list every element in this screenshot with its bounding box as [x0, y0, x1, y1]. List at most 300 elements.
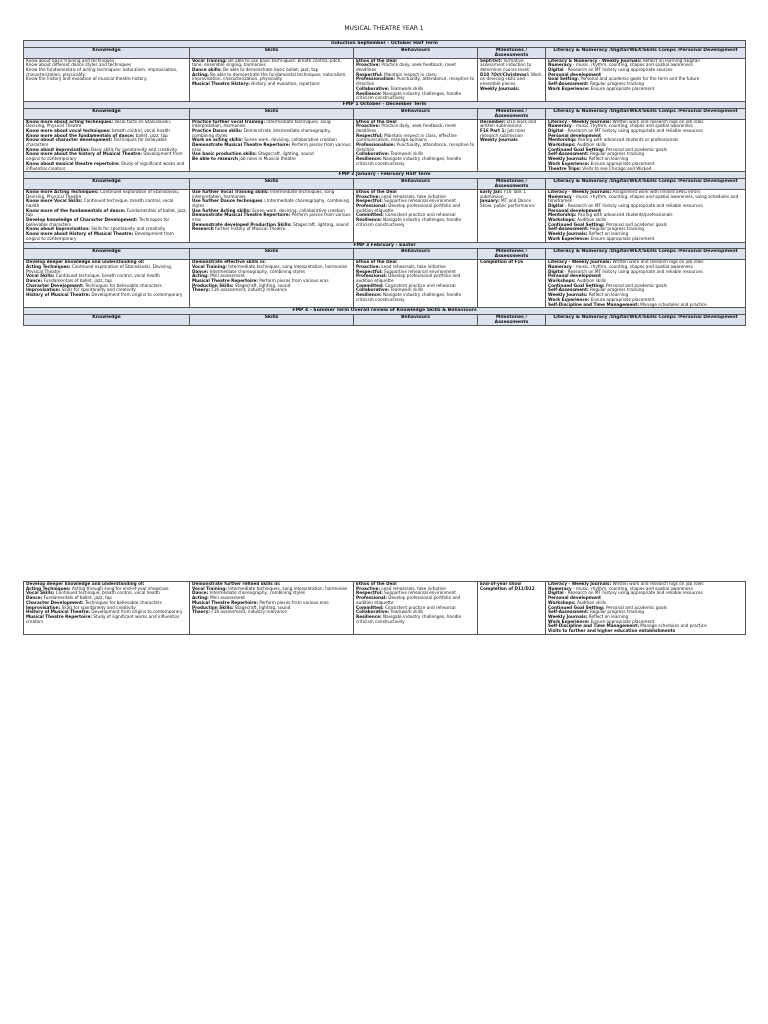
skills-cell — [190, 119, 354, 172]
line-label: Develop knowledge of Character Development: — [26, 217, 138, 223]
milestones-cell — [478, 582, 546, 635]
line-text: Audition skills — [575, 599, 607, 605]
column-header-row — [24, 249, 746, 260]
line-label: Know more Vocal Skills: — [26, 198, 83, 204]
line-label: Numeracy — [548, 585, 572, 591]
line-label: Know about character development: — [26, 137, 113, 143]
line-text: Scene work, devising, collaborative creation — [242, 137, 337, 143]
line-text: Regular progress tracking — [588, 81, 644, 87]
line-text: - Research on MT history using appropriate sources — [563, 67, 673, 72]
line-text: Continued technique, breath control, vocal health — [54, 590, 160, 596]
line-label: Demonstrate further refined skills in: — [192, 581, 281, 586]
line-label: Resilience: — [356, 613, 382, 619]
line-label: Use further Dance techniques : — [192, 198, 266, 204]
line-text: Manage schedules and practice — [638, 623, 707, 629]
cell-line — [192, 157, 351, 162]
line-text: Personal and academic goals — [604, 282, 667, 288]
content-row-fmp1 — [24, 119, 746, 172]
line-label: Numeracy — [548, 123, 572, 129]
line-label: Know about Improvisation: — [26, 226, 90, 232]
content-row-fmp2 — [24, 189, 746, 242]
cell-line — [548, 167, 743, 172]
skills-cell — [190, 260, 354, 308]
column-header-row — [24, 108, 746, 119]
line-text: formative assessment induction to determine course level/ — [480, 58, 532, 72]
line-text: - Research on MT history using appropriate and reliable resources — [563, 590, 703, 596]
line-text: Teamwork skills — [389, 609, 424, 615]
line-label: Visits to further and higher education establishments — [548, 628, 676, 634]
header-knowledge: Knowledge — [24, 47, 190, 58]
behaviours-cell — [354, 582, 478, 635]
line-text: Audition skills — [575, 277, 607, 283]
line-label: Self-Assessment: — [548, 609, 589, 615]
line-label: Professional: — [356, 595, 387, 601]
line-label: Ethos of the Deal — [356, 119, 397, 124]
line-label: Workshops: — [548, 217, 576, 223]
line-text: Perform pieces from various eras — [192, 142, 351, 152]
column-header-row — [24, 314, 746, 325]
line-text: Punctuality, attendance, receptive to direction — [356, 142, 475, 152]
line-text: Perform pieces from various eras — [192, 212, 351, 223]
line-text: Perform pieces from various eras — [258, 599, 329, 605]
section-header-fmp3: FMP 3 February - Easter — [24, 242, 746, 249]
cell-line — [192, 227, 351, 232]
line-text: Know about basic training and techniques — [26, 58, 115, 63]
header-milestones: Milestones / Assessments — [478, 108, 546, 119]
knowledge-cell — [24, 582, 190, 635]
literacy-cell — [546, 119, 746, 172]
line-label: Collaborative: — [356, 609, 390, 615]
line-text: Personal and academic goals — [604, 221, 667, 227]
literacy-cell — [546, 582, 746, 635]
line-label: Weekly Journals: — [548, 231, 588, 237]
line-label: Know more about vocal techniques: — [26, 127, 111, 133]
line-text: Navigate industry challenges, handle criticism constructively — [356, 217, 462, 227]
line-text: Intermediate choreography, combining styles — [208, 590, 306, 596]
header-literacy: Literacy & Numeracy /Digital/WEX/Skills Comps /Personal Development — [546, 108, 746, 119]
line-text: Manage schedules and practice — [638, 301, 707, 307]
milestones-cell — [478, 260, 546, 308]
cell-line — [480, 260, 543, 265]
line-label: Numeracy — [548, 62, 572, 68]
cell-line — [548, 303, 743, 308]
line-text: Personal and academic goals — [604, 146, 667, 152]
line-label: Acting Techniques: — [26, 585, 71, 591]
line-text: Intermediate techniques, song interpretation, harmonies — [192, 119, 331, 129]
line-text: Audition skills — [575, 217, 607, 223]
cell-line — [26, 77, 187, 82]
line-label: Personal development — [548, 71, 601, 77]
header-behaviours: Behaviours — [354, 249, 478, 260]
line-text: Study of significant works and influential creators — [26, 613, 179, 624]
line-label: Weekly Journals: — [480, 85, 520, 91]
line-label: Practice further vocal training: — [192, 119, 266, 124]
line-text: Navigate industry challenges, handle criticism constructively — [356, 292, 462, 302]
line-text: Reflect on learning /Digital/ — [641, 58, 700, 63]
line-text: Develop professional portfolio and audition etiquette — [356, 202, 461, 213]
line-label: Work Experience: — [548, 296, 590, 302]
line-text: - Research on MT history using appropriate and reliable resources — [563, 202, 703, 208]
knowledge-cell — [24, 119, 190, 172]
line-label: Personal development — [548, 132, 601, 138]
line-label: Production Skills: — [192, 604, 234, 610]
line-text: Stagecraft, lighting, sound — [256, 151, 314, 157]
line-label: Literacy - Weekly Journals: — [548, 119, 612, 124]
line-label: Theory: — [192, 609, 211, 615]
line-label: Know more Acting Techniques: — [26, 189, 99, 194]
line-label: Continued Goal Setting: — [548, 146, 605, 152]
header-behaviours: Behaviours — [354, 108, 478, 119]
line-label: Vocal Training: — [192, 58, 227, 63]
line-text: Stagecraft, lighting, sound — [291, 221, 349, 227]
header-behaviours: Behaviours — [354, 314, 478, 325]
line-label: F16 Part 1: — [480, 127, 507, 133]
line-label: Musical Theatre Repertoire: — [192, 599, 259, 605]
line-text: Ensure appropriate placement — [589, 618, 655, 624]
curriculum-table-page-2 — [23, 581, 746, 635]
line-text: Skills for spontaneity and creativity — [60, 287, 136, 293]
line-label: Dance skills: — [192, 67, 222, 72]
line-label: Develop deeper knowledge and understanding of: — [26, 581, 145, 586]
line-label: Continued Goal Setting: — [548, 604, 605, 610]
line-label: Resilience: — [356, 217, 382, 223]
cell-line — [356, 615, 475, 624]
cell-line — [480, 73, 543, 87]
behaviours-cell — [354, 58, 478, 101]
line-label: Committed: — [356, 282, 384, 288]
line-label: Ethos of the Deal — [356, 58, 397, 63]
line-text: Supportive rehearsal environment — [382, 590, 456, 596]
line-text: Fundamentals of ballet, jazz, tap — [42, 595, 112, 601]
line-label: Vocal Training: — [192, 585, 227, 591]
line-text: Teamwork skills — [389, 151, 424, 157]
line-text: Development from origins to contemporary — [26, 151, 183, 162]
line-label: Character Development: — [26, 282, 84, 288]
cell-line — [480, 199, 543, 208]
line-text: Development from origins to contemporary — [26, 231, 174, 241]
line-text: Navigate industry challenges, handle criticism constructively — [356, 156, 462, 166]
line-text: Intermediate choreography, combining styles — [208, 268, 306, 274]
line-text: Ensure appropriate placement — [589, 235, 655, 241]
line-text: Maintain respect in class, effective communication, manage opinions — [356, 132, 457, 143]
line-label: Ethos of the Deal — [356, 259, 397, 265]
line-text: Continued exploration of Stanislavski, Devising, Physical Theatre — [26, 263, 173, 274]
line-label: History of Musical Theatre: — [26, 292, 91, 298]
line-text: D10 work and written submissions — [480, 119, 537, 129]
line-label: Resilience: — [356, 90, 382, 96]
header-knowledge: Knowledge — [24, 178, 190, 189]
line-label: Committed: — [356, 604, 384, 610]
line-text: Skills for spontaneity and creativity — [89, 226, 166, 232]
line-text: Teamwork skills — [389, 287, 424, 293]
line-text: Ensure appropriate placement — [589, 296, 655, 302]
line-label: Acting: — [192, 595, 209, 601]
skills-cell — [190, 189, 354, 242]
line-label: Digital — [548, 202, 564, 208]
line-label: Acting: — [192, 273, 209, 279]
header-skills: Skills — [190, 249, 354, 260]
line-label: Workshops: — [548, 277, 576, 283]
line-text: Ensure appropriate placement — [589, 160, 655, 166]
line-label: Research — [192, 226, 214, 232]
line-label: Proactive: — [356, 585, 381, 591]
header-literacy: Literacy & Numeracy /Digital/WEX/Skills Comps /Personal Development — [546, 47, 746, 58]
line-text: Acting through song for end-of-year showcase — [70, 585, 169, 591]
line-label: Respectful: — [356, 132, 383, 138]
line-label: Professionalism: — [356, 76, 396, 82]
line-text: Written work and research logs on job roles — [611, 581, 704, 586]
line-text: - music, rhythm, counting, shapes and spatial awareness — [571, 263, 693, 269]
section-header-induction: Induction September - October Half Term — [24, 41, 746, 48]
cell-line — [548, 629, 743, 634]
line-label: Develop deeper knowledge and understanding of: — [26, 259, 145, 265]
line-text: Development from origins to contemporary — [90, 609, 183, 615]
line-label: Work Experience: — [548, 85, 590, 91]
line-label: History of Musical Theatre: — [26, 609, 91, 615]
line-text: Continued technique, breath control, vocal health — [54, 273, 160, 279]
line-text: further history of Musical Theatre. — [213, 226, 287, 232]
line-label: Professional: — [356, 273, 387, 279]
line-text: - music, rhythm, counting, shapes and spatial awareness, using schedules and timeframes — [548, 193, 739, 204]
column-header-row — [24, 178, 746, 189]
cell-line — [356, 157, 475, 166]
line-text: - music, rhythm, counting, shapes and spatial awareness — [571, 62, 693, 68]
header-milestones: Milestones / Assessments — [478, 47, 546, 58]
line-label: Know more of the fundamentals of dance: — [26, 207, 126, 213]
header-knowledge: Knowledge — [24, 249, 190, 260]
line-text: Techniques for believable characters — [26, 217, 170, 227]
line-label: Use further Vocal Training skills: — [192, 189, 269, 194]
cell-line — [480, 87, 543, 92]
line-label: Personal development — [548, 595, 601, 601]
line-label: Numeracy — [548, 263, 572, 269]
line-label: Digital — [548, 590, 564, 596]
line-text: job roles in Musical theatre — [237, 156, 296, 162]
line-label: Musical Theatre Repertoire: — [26, 613, 93, 619]
line-text: Personal and academic goals — [604, 604, 667, 610]
line-text: Know the history and evolution of musical theatre history. — [26, 76, 148, 82]
line-text: Stagecraft, lighting, sound — [233, 604, 291, 610]
line-text: Reflect on learning — [587, 292, 629, 298]
literacy-cell — [546, 58, 746, 101]
line-label: Use basic production skills: — [192, 151, 257, 157]
line-label: Demonstrate developed Production Skills: — [192, 221, 292, 227]
line-text: - Research on MT history using appropriate and reliable resources — [563, 268, 703, 274]
literacy-cell — [546, 189, 746, 242]
behaviours-cell — [354, 189, 478, 242]
line-label: Respectful: — [356, 198, 383, 204]
line-label: Literacy - Weekly Journals: — [548, 259, 612, 265]
line-label: Work Experience: — [548, 618, 590, 624]
line-label: Committed: — [356, 212, 384, 218]
line-label: Theatre Trips: — [548, 165, 581, 171]
line-label: End-of-year show — [480, 581, 522, 586]
line-text: Regular progress tracking — [588, 226, 644, 232]
line-text: Lead rehearsals, take initiative — [380, 263, 446, 269]
line-label: Digital — [548, 127, 564, 133]
line-label: Ethos of the Deal — [356, 189, 397, 194]
line-text: Practice daily, seek feedback, meet deadlines — [356, 123, 456, 133]
line-label: Personal development — [548, 207, 601, 213]
line-label: Literacy - Weekly Journals: — [548, 581, 612, 586]
line-label: Vocal Skills: — [26, 590, 55, 596]
cell-line — [356, 218, 475, 227]
line-label: Mentorship: — [548, 212, 577, 218]
header-milestones: Milestones / Assessments — [478, 178, 546, 189]
line-text: Stagecraft, lighting, sound — [233, 282, 291, 288]
line-label: Digital — [548, 268, 564, 274]
header-skills: Skills — [190, 47, 354, 58]
line-label: Professionalism: — [356, 142, 396, 148]
line-label: Resilience: — [356, 156, 382, 162]
line-label: Digital — [548, 67, 564, 72]
header-milestones: Milestones / Assessments — [478, 314, 546, 325]
line-text: Supportive rehearsal environment — [382, 198, 456, 204]
column-header-row — [24, 47, 746, 58]
literacy-cell — [546, 260, 746, 308]
behaviours-cell — [354, 119, 478, 172]
line-label: Resilience: — [356, 292, 382, 298]
line-label: Work Experience: — [548, 235, 590, 241]
skills-cell — [190, 582, 354, 635]
line-text: Be able to demonstrate basic ballet, jazz, tap — [221, 67, 319, 72]
cell-line — [548, 237, 743, 242]
cell-line — [356, 92, 475, 101]
line-text: Visits to see Chicago and Wicked — [580, 165, 652, 171]
line-label: Workshops: — [548, 142, 576, 148]
knowledge-cell — [24, 189, 190, 242]
line-label: Literacy - Weekly Journals: — [548, 189, 612, 194]
line-label: Proactive: — [356, 62, 381, 68]
line-text: Assignment work with limited SPaG errors — [611, 189, 701, 194]
line-text: Regular progress tracking — [588, 151, 644, 157]
line-text: Navigate industry challenges, handle criticism constructively — [356, 90, 462, 101]
line-label: Acting Techniques: — [26, 263, 71, 269]
line-text: Teamwork skills — [389, 85, 424, 91]
line-text: Lead rehearsals, take initiative — [380, 193, 446, 199]
curriculum-table-page-1 — [23, 40, 746, 326]
line-label: Early Jan: — [480, 189, 503, 194]
line-label: Respectful: — [356, 71, 383, 77]
cell-line — [192, 610, 351, 615]
line-text: Intermediate choreography, combining styles — [192, 198, 349, 208]
line-text: - music, rhythm, counting, shapes and spatial awareness — [571, 123, 693, 129]
line-label: Improvisation: — [26, 287, 61, 293]
line-text: Develop professional portfolio and audition etiquette — [356, 595, 461, 605]
line-label: Self-Assessment: — [548, 226, 589, 232]
line-text: Know about different dance styles and techniques — [26, 62, 132, 68]
line-label: Know more about History of Musical Theatre: — [26, 231, 134, 237]
line-text: Fundamentals of ballet, jazz, tap — [26, 207, 187, 218]
line-text: Consistent practice and rehearsal — [383, 604, 456, 610]
line-label: Production Skills: — [192, 282, 234, 288]
line-label: D10 ?Oct/Christmas/: — [480, 71, 530, 77]
line-text: Ensure appropriate placement — [589, 85, 655, 91]
line-label: Personal development — [548, 273, 601, 279]
line-text: Regular progress tracking — [588, 609, 644, 615]
milestones-cell — [478, 189, 546, 242]
line-text: F16 assessment, industry relevance — [210, 609, 287, 615]
line-label: Vocal Skills: — [26, 273, 55, 279]
line-label: Musical Theatre History: — [192, 81, 250, 87]
header-knowledge: Knowledge — [24, 314, 190, 325]
line-label: Numeracy — [548, 193, 572, 199]
cell-line — [192, 82, 351, 87]
line-text: Scene work, devising, collaborative creation — [250, 207, 345, 213]
line-text: Intermediate techniques, song interpretation, harmonies — [192, 189, 335, 199]
line-text: Job roles research submission — [480, 127, 526, 138]
line-text: Punctuality, attendance, receptive to direction — [356, 76, 475, 87]
line-text: Mini assessment — [208, 595, 245, 601]
cell-line — [26, 162, 187, 171]
line-text: Skills for spontaneity and creativity — [60, 604, 136, 610]
header-literacy: Literacy & Numeracy /Digital/WEX/Skills Comps /Personal Development — [546, 249, 746, 260]
line-text: Techniques for believable characters — [26, 137, 167, 148]
line-label: December: — [480, 119, 506, 124]
content-row-fmp3 — [24, 260, 746, 308]
line-text: Practice daily, seek feedback, meet deadlines — [356, 62, 456, 72]
cell-line — [548, 87, 743, 92]
line-label: Dance: — [192, 590, 209, 596]
line-text: Supportive rehearsal environment — [382, 268, 456, 274]
line-label: Dance: — [26, 595, 43, 601]
line-label: Proactive: — [356, 263, 381, 269]
line-label: Musical Theatre Repertoire: — [192, 277, 259, 283]
line-label: Acting: — [192, 71, 209, 77]
line-label: Vocal Training: — [192, 263, 227, 269]
header-skills: Skills — [190, 108, 354, 119]
line-text: Techniques for believable characters — [83, 599, 162, 605]
line-label: Be able to research — [192, 156, 238, 162]
line-text: Develop professional portfolio and audition etiquette — [356, 273, 461, 283]
line-text: Development from origins to contemporary — [90, 292, 183, 298]
line-label: Completion of D11/D12 — [480, 585, 535, 591]
line-text: F16 Task 1 submission — [480, 189, 526, 199]
line-text: Written work and research logs on job roles — [611, 259, 704, 265]
line-text: Study of significant works and influential creators — [26, 160, 185, 171]
line-label: Continued Goal Setting: — [548, 282, 605, 288]
line-text: History and evolution, repertoire — [249, 81, 320, 87]
line-label: Demonstrate Musical Theatre Repertoire: — [192, 142, 291, 148]
content-row-induction — [24, 58, 746, 101]
line-text: Work on devising skills and ensemble pieces — [480, 71, 542, 87]
cell-line — [192, 288, 351, 293]
milestones-cell — [478, 58, 546, 101]
header-skills: Skills — [190, 314, 354, 325]
header-literacy: Literacy & Numeracy /Digital/WEX/Skills Comps /Personal Development — [546, 178, 746, 189]
line-text: F16 assessment, industry relevance — [210, 287, 287, 293]
header-literacy: Literacy & Numeracy /Digital/WEX/Skills Comps /Personal Development — [546, 314, 746, 325]
line-label: Collaborative: — [356, 287, 390, 293]
line-label: Completion of F16 — [480, 259, 524, 265]
cell-line — [26, 293, 187, 298]
line-label: Weekly Journals: — [548, 156, 588, 162]
line-label: Continued Goal Setting: — [548, 221, 605, 227]
header-knowledge: Knowledge — [24, 108, 190, 119]
line-label: Demonstrate Musical Theatre Repertoire: — [192, 212, 291, 218]
header-milestones: Milestones / Assessments — [478, 249, 546, 260]
cell-line — [26, 615, 187, 624]
line-label: Proactive: — [356, 193, 381, 199]
cell-line — [480, 587, 543, 592]
line-label: Know more about the history of Musical Theatre: — [26, 151, 143, 157]
behaviours-cell — [354, 260, 478, 308]
line-label: Dance: — [26, 277, 43, 283]
line-label: Know more about the fundamentals of dance: — [26, 132, 135, 138]
line-text: Reflect on learning — [587, 231, 629, 237]
line-text: Regular progress tracking — [588, 287, 644, 293]
line-text: MT and Dance Show, public performance — [480, 198, 535, 208]
